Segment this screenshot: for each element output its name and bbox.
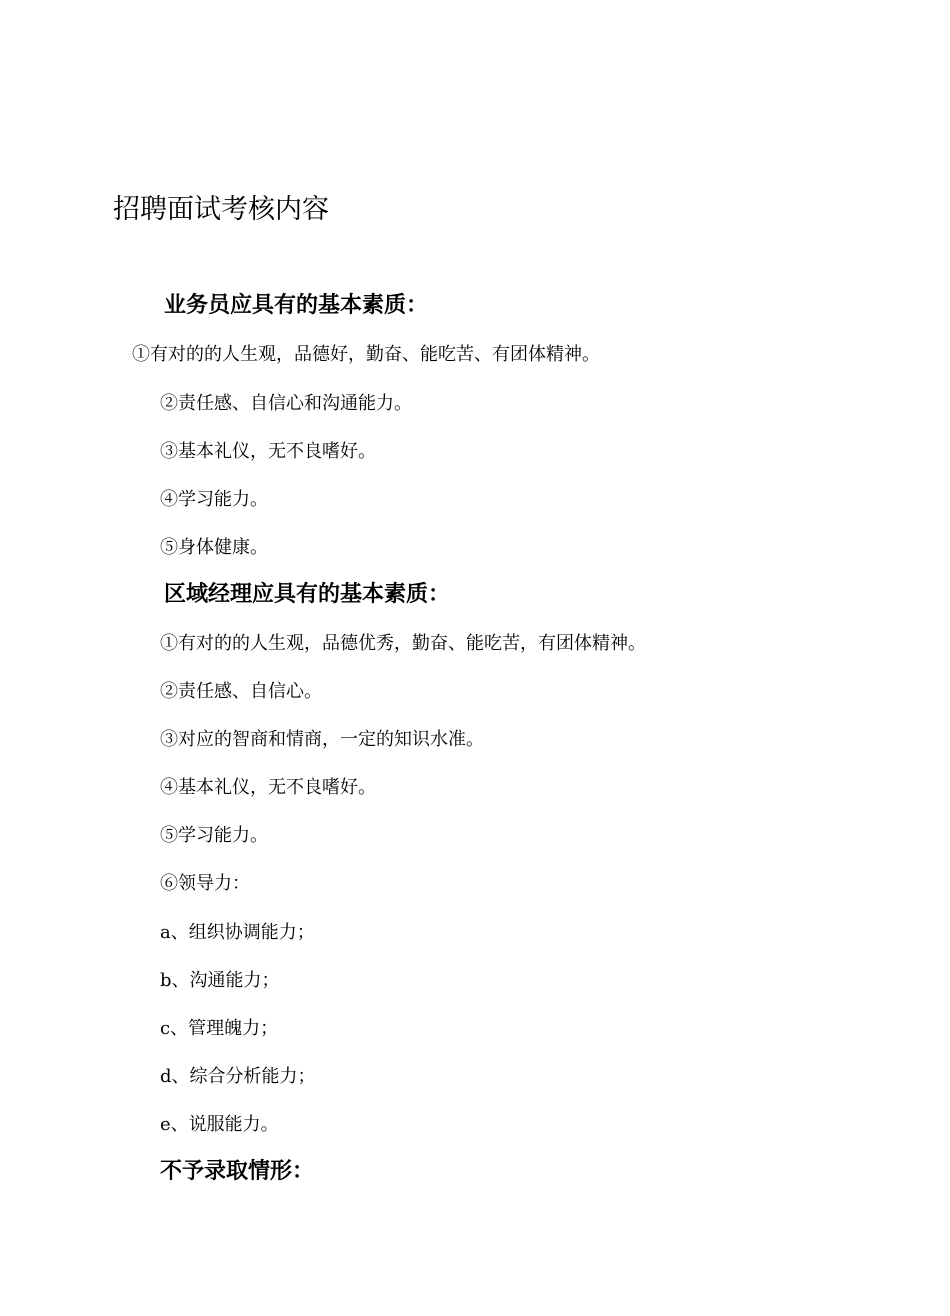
manager-quality-item: ④基本礼仪，无不良嗜好。 <box>160 777 376 798</box>
section-heading-regional-manager: 区域经理应具有的基本素质： <box>164 582 451 607</box>
section-heading-rejection-cases: 不予录取情形： <box>160 1159 315 1184</box>
leadership-sub-item: b、沟通能力； <box>160 970 280 991</box>
salesperson-quality-item: ⑤身体健康。 <box>160 537 268 558</box>
manager-quality-item: ⑥领导力： <box>160 873 250 894</box>
manager-quality-item: ⑤学习能力。 <box>160 825 268 846</box>
leadership-sub-item: c、管理魄力； <box>160 1018 279 1039</box>
salesperson-quality-item: ①有对的的人生观，品德好，勤奋、能吃苦、有团体精神。 <box>132 344 600 365</box>
leadership-sub-item: d、综合分析能力； <box>160 1066 316 1087</box>
salesperson-quality-item: ③基本礼仪，无不良嗜好。 <box>160 441 376 462</box>
document-title: 招聘面试考核内容 <box>113 194 329 225</box>
manager-quality-item: ③对应的智商和情商，一定的知识水准。 <box>160 729 484 750</box>
salesperson-quality-item: ②责任感、自信心和沟通能力。 <box>160 393 412 414</box>
manager-quality-item: ①有对的的人生观，品德优秀，勤奋、能吃苦，有团体精神。 <box>160 633 646 654</box>
leadership-sub-item: e、说服能力。 <box>160 1114 279 1135</box>
section-heading-salesperson: 业务员应具有的基本素质： <box>164 293 429 318</box>
salesperson-quality-item: ④学习能力。 <box>160 489 268 510</box>
manager-quality-item: ②责任感、自信心。 <box>160 681 322 702</box>
leadership-sub-item: a、组织协调能力； <box>160 922 315 943</box>
